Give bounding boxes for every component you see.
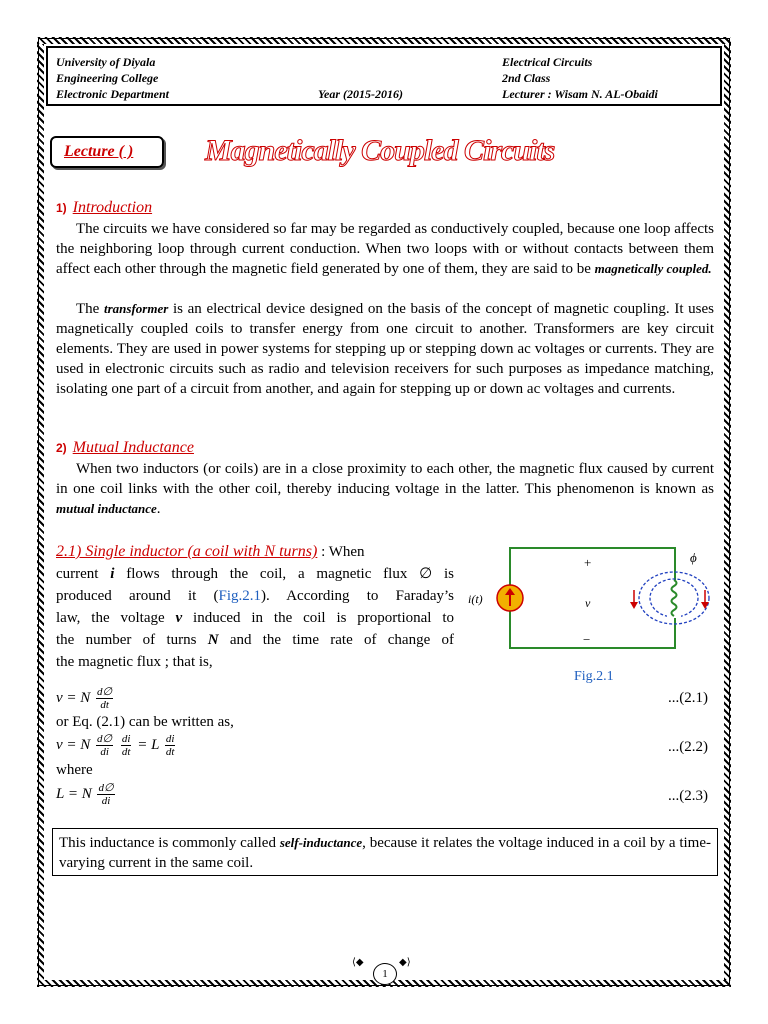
university-name: University of Diyala (56, 55, 156, 69)
class-name: 2nd Class (502, 71, 551, 85)
eq2-f1-den: di (100, 746, 109, 758)
self-inductance-note (52, 828, 718, 876)
eq3-num: d∅ (98, 782, 114, 794)
line3-b: ). According to Faraday’s (261, 588, 454, 604)
department-name: Electronic Department (56, 87, 169, 101)
page-title: Magnetically Coupled Circuits (205, 134, 555, 167)
eq1-lhs: v = N (56, 689, 91, 706)
line6: the magnetic flux ; that is, (56, 654, 213, 670)
eq1-num: d∅ (97, 686, 113, 698)
fig-2-1-link[interactable]: Fig.2.1 (218, 588, 262, 604)
ornament-left-icon: ⟨◆ (352, 957, 364, 968)
source-label: i(t) (468, 592, 483, 606)
transformer-text: is an electrical device designed on the basis of the concept of magnetic coupling. It uses magnetically coupled coils to transfer energy from one circuit to another. Transformers are key circuit elements. They are used in power systems for stepping up or stepping down ac voltages or currents. They are used in electronic circuits such as radio and television receivers for such purposes as impedance matching, isolating one part of a circuit from another, and again for stepping up or down ac voltages and currents. (56, 301, 715, 397)
eq1-fraction (96, 686, 113, 711)
single-inductor-paragraph (56, 541, 454, 673)
section-2-number: 2) (56, 441, 67, 455)
mutual-end: . (156, 501, 161, 517)
eq2-mid: = L (137, 736, 160, 753)
eq3-den: di (101, 795, 111, 807)
lecturer-name: Lecturer : Wisam N. AL-Obaidi (502, 87, 658, 101)
year: Year (2015-2016) (318, 87, 403, 101)
turns-symbol: N (207, 632, 219, 648)
mutual-inductance-term: mutual inductance (56, 501, 157, 516)
intro-paragraph-1 (56, 219, 714, 279)
lecture-label-box (50, 136, 164, 168)
eq3-number: ...(2.3) (668, 788, 708, 804)
eq2-f1-num: d∅ (97, 733, 113, 745)
line3-a: produced around it ( (56, 588, 219, 604)
mutual-inductance-paragraph (56, 459, 714, 519)
section-2-1-colon: : When (317, 544, 365, 560)
intro-paragraph-2 (56, 299, 714, 399)
or-text: or Eq. (2.1) can be written as, (56, 714, 234, 730)
eq1-den: dt (100, 699, 109, 711)
eq2-fraction-2 (121, 733, 132, 758)
transformer-term: transformer (104, 301, 169, 316)
magnetically-coupled-term: magnetically coupled. (594, 261, 712, 276)
where-text: where (56, 762, 93, 778)
section-2-1-title: 2.1) Single inductor (a coil with N turns) (56, 543, 318, 560)
eq2-fraction-1 (96, 733, 113, 758)
note-text-a: This inductance is commonly called (59, 835, 280, 851)
note-text-b: , because it relates the voltage induced in a coil by a time-varying current in the same coil. (59, 835, 711, 871)
fig-2-1-caption: Fig.2.1 (574, 669, 614, 684)
section-2-title: Mutual Inductance (72, 439, 194, 456)
fig-2-1-circuit (462, 540, 718, 688)
line5-a: the number of turns (56, 632, 208, 648)
lecture-label: Lecture ( ) (64, 143, 134, 160)
minus-sign: − (583, 632, 591, 647)
eq2-fraction-3 (165, 733, 176, 758)
eq2-f2-num: di (121, 733, 131, 745)
section-1-heading (56, 199, 152, 217)
line4-a: law, the voltage (56, 610, 176, 626)
eq3-fraction (97, 782, 114, 807)
eq1-number: ...(2.1) (668, 690, 708, 706)
flux-arrowhead-left (630, 602, 638, 609)
voltage-symbol: v (175, 610, 183, 626)
plus-sign: + (584, 555, 592, 570)
equation-2-2 (56, 733, 177, 758)
eq2-f3-den: dt (165, 746, 175, 758)
line2-a: current (56, 566, 111, 582)
eq2-f2-den: dt (121, 746, 131, 758)
line4-b: induced in the coil is proportional to (182, 610, 454, 626)
section-1-number: 1) (56, 201, 67, 215)
course-name: Electrical Circuits (502, 55, 593, 69)
page-number: 1 (373, 963, 397, 985)
section-1-title: Introduction (72, 199, 153, 216)
eq2-number: ...(2.2) (668, 739, 708, 755)
self-inductance-term: self-inductance (279, 835, 363, 850)
eq2-lhs: v = N (56, 736, 91, 753)
voltage-label: v (585, 596, 591, 610)
mutual-text: When two inductors (or coils) are in a close proximity to each other, the magnetic flux caused by current in one coil links with the other coil, thereby inducing voltage in the latter. This phenomenon is known as (56, 461, 714, 497)
phi-label: ϕ (690, 550, 697, 565)
eq2-f3-num: di (165, 733, 175, 745)
equation-2-1 (56, 686, 115, 711)
transformer-lead: The (76, 301, 104, 317)
ornament-right-icon: ◆⟩ (399, 957, 411, 968)
college-name: Engineering College (56, 71, 159, 85)
equation-2-3 (56, 782, 117, 807)
header-box (46, 46, 722, 106)
line5-b: and the time rate of change of (218, 632, 454, 648)
line2-b: flows through the coil, a magnetic flux ∅ is (114, 566, 454, 582)
section-2-heading (56, 439, 194, 457)
current-symbol: i (110, 566, 115, 582)
eq3-lhs: L = N (56, 785, 92, 802)
intro-text: The circuits we have considered so far may be regarded as conductively coupled, because one loop affects the neighboring loop through current conduction. When two loops with or without contacts between them affect each other through the magnetic field generated by one of them, they are said to be (56, 221, 714, 277)
